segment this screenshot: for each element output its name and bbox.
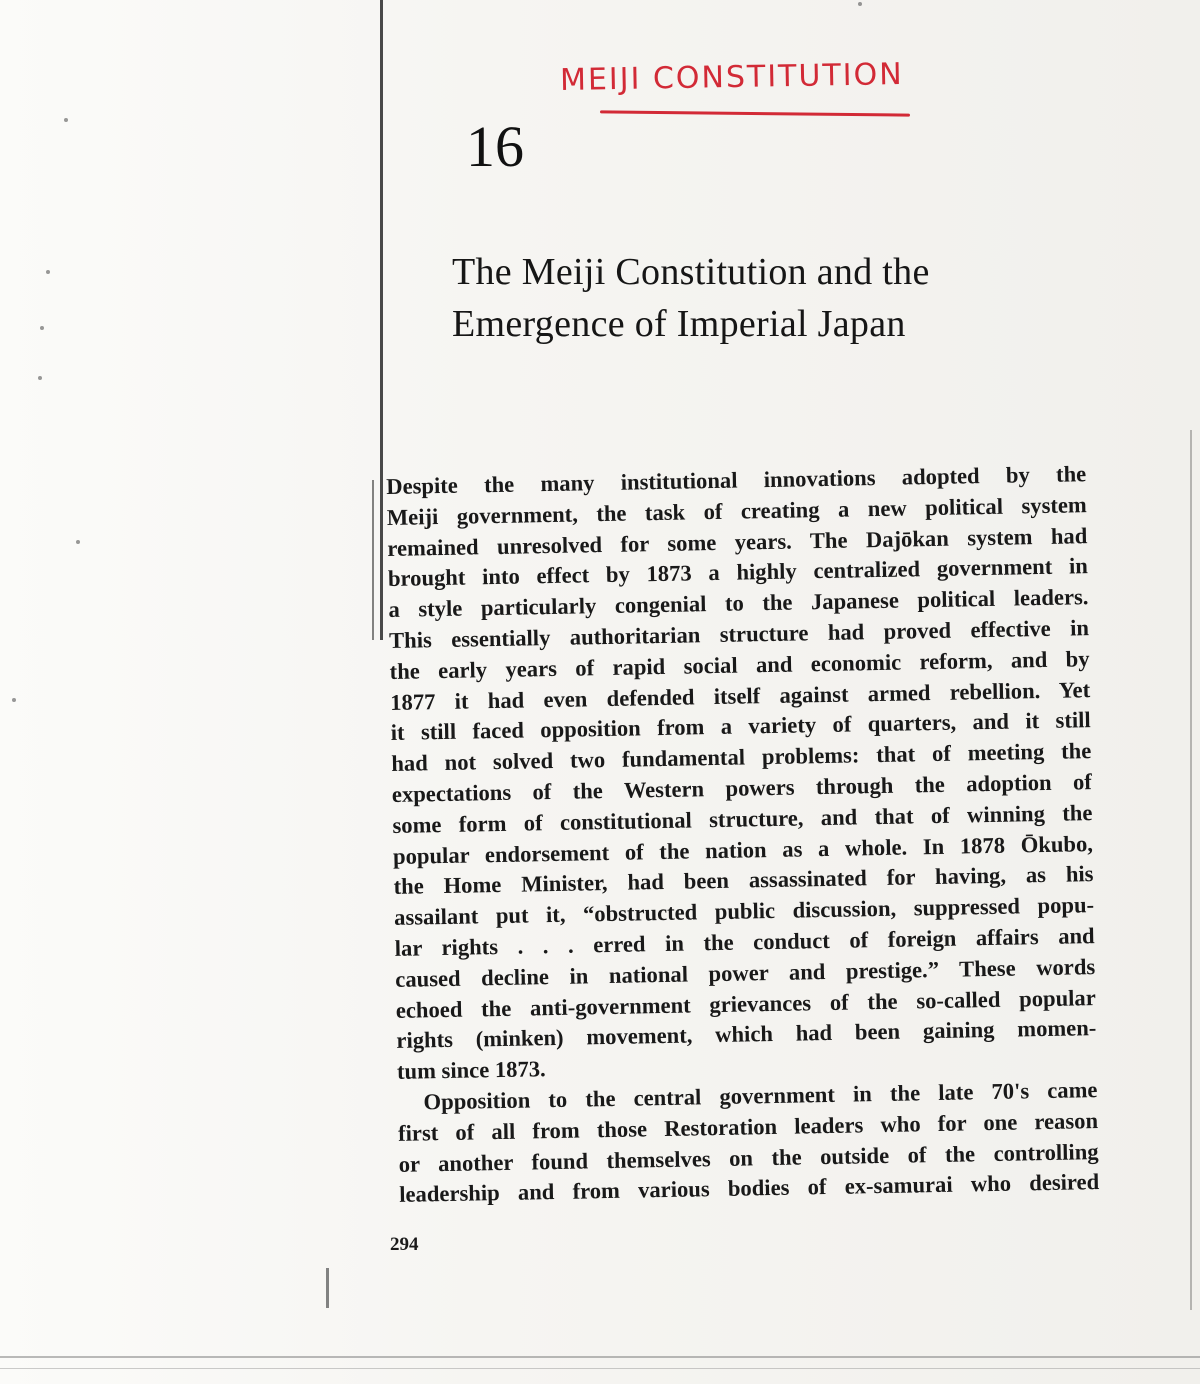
text-line: leadership and from various bodies of ex-samurai who desired [399, 1169, 1100, 1208]
text-line: assailant put it, “obstructed public discussion, suppressed popu- [393, 892, 1095, 931]
scan-speck [12, 698, 16, 702]
text-line: popular endorsement of the nation as a whole. In 1878 Ōkubo, [392, 830, 1094, 869]
chapter-title [452, 246, 1092, 350]
text-line: caused decline in national power and prestige.” These words [395, 953, 1096, 992]
text-line: first of all from those Restoration leaders who for one reason [397, 1107, 1099, 1146]
text-line: or another found themselves on the outside of the controlling [398, 1138, 1099, 1177]
text-line: This essentially authoritarian structure had proved effective in [388, 615, 1090, 653]
page-edge-bottom [0, 1368, 1200, 1369]
text-line: lar rights . . . erred in the conduct of foreign affairs and [394, 923, 1095, 961]
text-line: remained unresolved for some years. The Dajōkan system had [387, 522, 1088, 561]
scan-speck [858, 2, 862, 6]
binding-gutter-line [380, 0, 383, 640]
text-line: Despite the many institutional innovations adopted by the [386, 461, 1087, 499]
scan-speck [76, 540, 80, 544]
text-line: rights (minken) movement, which had been gaining momen- [396, 1015, 1097, 1054]
text-line: expectations of the Western powers through the adoption of [391, 769, 1093, 807]
text-line: Meiji government, the task of creating a new political system [386, 491, 1087, 530]
text-line: had not solved two fundamental problems: that of meeting the [391, 738, 1092, 777]
binding-gutter-line [372, 480, 374, 640]
handwritten-note-text: MEIJI CONSTITUTION [559, 57, 904, 98]
binding-gutter-mark [326, 1268, 329, 1308]
text-line: the Home Minister, had been assassinated for having, as his [393, 861, 1094, 900]
text-line: tum since 1873. [396, 1056, 546, 1085]
text-line: brought into effect by 1873 a highly centralized government in [387, 553, 1089, 592]
text-line: some form of constitutional structure, and that of winning the [392, 799, 1093, 838]
scan-speck [64, 118, 68, 122]
handwritten-underline [600, 110, 910, 116]
scan-speck [38, 376, 42, 380]
chapter-title-line: Emergence of Imperial Japan [452, 303, 906, 345]
scan-speck [46, 270, 50, 274]
scan-speck [40, 326, 44, 330]
chapter-title-line: The Meiji Constitution and the [452, 251, 930, 293]
text-line: the early years of rapid social and economic reform, and by [389, 645, 1090, 684]
page-edge-bottom [0, 1356, 1200, 1358]
text-line: Opposition to the central government in the late 70's came [423, 1077, 1098, 1115]
page-edge-right [1190, 430, 1192, 1310]
paragraph [386, 458, 1159, 1088]
text-line: a style particularly congenial to the Japanese political leaders. [388, 584, 1089, 623]
text-line: 1877 it had even defended itself against armed rebellion. Yet [389, 676, 1091, 715]
paragraph [397, 1074, 1161, 1211]
page-number: 294 [390, 1234, 419, 1255]
handwritten-annotation [559, 57, 920, 130]
text-line: echoed the anti-government grievances of the so-called popular [395, 984, 1096, 1023]
body-text [386, 458, 1161, 1211]
chapter-number: 16 [466, 114, 524, 179]
text-line: it still faced opposition from a variety of quarters, and it still [390, 707, 1091, 746]
